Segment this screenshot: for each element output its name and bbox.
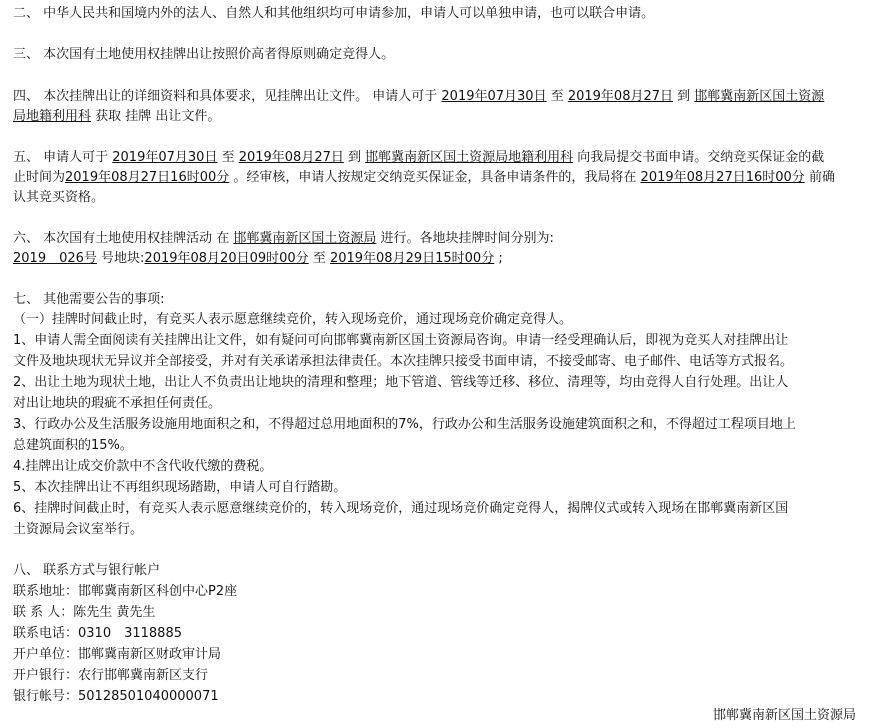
connector-text: 至	[217, 150, 239, 165]
section-7-note-3b: 总建筑面积的15%。	[13, 438, 133, 453]
deposit-deadline: 2019年08月27日16时00分	[65, 170, 230, 185]
section-4-text: 四、 本次挂牌出让的详细资料和具体要求，见挂牌出让文件。 申请人可于	[13, 89, 442, 104]
section-6-text: ;	[494, 251, 503, 266]
date-start: 2019年07月30日	[112, 150, 218, 165]
submit-location: 邯郸冀南新区国土资源局地籍利用科	[365, 150, 574, 165]
pickup-location: 邯郸冀南新区国土资源	[694, 89, 825, 104]
section-5-text: 向我局提交书面申请。交纳竞买保证金的截	[573, 150, 825, 165]
account-bank: 开户银行：农行邯郸冀南新区支行	[13, 668, 209, 683]
section-7-note-1a: 1、申请人需全面阅读有关挂牌出让文件，如有疑问可向邯郸冀南新区国土资源局咨询。申请一经受理确认后，即视为竞买人对挂牌出让	[13, 333, 789, 348]
date-end: 2019年08月27日	[567, 89, 674, 104]
section-3-text: 三、 本次国有土地使用权挂牌出让按照价高者得原则确定竞得人。	[13, 47, 395, 62]
section-5-text: 。经审核，申请人按规定交纳竞买保证金，具备申请条件的，我局将在	[229, 170, 641, 185]
section-6-line-2	[13, 251, 503, 267]
contact-phone: 联系电话：0310 3118885	[13, 626, 182, 641]
section-4-text-end: 获取 挂牌 出让文件。	[91, 109, 221, 124]
section-7-note-3a: 3、行政办公及生活服务设施用地面积之和，不得超过总用地面积的7%，行政办公和生活服务设施建筑面积之和，不得超过工程项目地上	[13, 417, 796, 432]
section-7-note-6a: 6、挂牌时间截止时，有竞买人表示愿意继续竞价的，转入现场竞价，通过现场竞价确定竞得人，揭牌仪式或转入现场在邯郸冀南新区国	[13, 501, 789, 516]
date-end: 2019年08月27日	[238, 150, 344, 165]
activity-location: 邯郸冀南新区国土资源局	[233, 231, 377, 246]
section-5-line-2	[13, 170, 835, 186]
section-6-text: 号地块:	[96, 251, 145, 266]
section-5-line-3: 认其竞买资格。	[13, 190, 105, 205]
section-8-title: 八、 联系方式与银行帐户	[13, 563, 161, 578]
connector-text: 到	[673, 89, 695, 104]
section-4-line-1	[13, 89, 824, 105]
section-7-note-4: 4.挂牌出让成交价款中不含代收代缴的费税。	[13, 459, 273, 474]
listing-end-time: 2019年08月29日15时00分	[329, 251, 495, 266]
contact-person: 联 系 人：陈先生 黄先生	[13, 605, 156, 620]
listing-start-time: 2019年08月20日09时00分	[144, 251, 309, 266]
contact-address: 联系地址：邯郸冀南新区科创中心P2座	[13, 584, 238, 599]
connector-text: 到	[343, 150, 366, 165]
section-4-line-2	[13, 109, 220, 125]
section-6-text: 六、 本次国有土地使用权挂牌活动 在	[13, 231, 234, 246]
connector-text: 至	[546, 89, 568, 104]
issuer-signature: 邯郸冀南新区国土资源局	[712, 708, 856, 723]
section-7-note-2a: 2、出让土地为现状土地，出让人不负责出让地块的清理和整理；地下管道、管线等迁移、移位、清理等，均由竞得人自行处理。出让人	[13, 375, 789, 390]
section-6-line-1	[13, 231, 554, 247]
section-7-title: 七、 其他需要公告的事项:	[13, 292, 165, 307]
section-5-text: 止时间为	[13, 170, 66, 185]
section-5-text: 前确	[804, 170, 835, 185]
section-7-note-6b: 土资源局会议室举行。	[13, 522, 144, 537]
connector-text: 至	[308, 251, 330, 266]
section-7-note-5: 5、本次挂牌出让不再组织现场踏勘，申请人可自行踏勘。	[13, 480, 347, 495]
section-6-text: 进行。各地块挂牌时间分别为:	[376, 231, 554, 246]
lot-number: 2019 026号	[13, 251, 97, 266]
section-2-text: 二、 中华人民共和国境内外的法人、自然人和其他组织均可申请参加，申请人可以单独申请，也可以联合申请。	[13, 6, 655, 21]
section-7-note-2b: 对出让地块的瑕疵不承担任何责任。	[13, 396, 222, 411]
account-unit: 开户单位：邯郸冀南新区财政审计局	[13, 647, 222, 662]
date-start: 2019年07月30日	[441, 89, 547, 104]
pickup-location-cont: 局地籍利用科	[13, 109, 92, 124]
confirm-time: 2019年08月27日16时00分	[640, 170, 805, 185]
section-5-text: 五、 申请人可于	[13, 150, 113, 165]
account-number: 银行帐号：50128501040000071	[13, 689, 219, 704]
section-5-line-1	[13, 150, 824, 166]
section-7-note-1b: 文件及地块现状无异议并全部接受，并对有关承诺承担法律责任。本次挂牌只接受书面申请，不接受邮寄、电子邮件、电话等方式报名。	[13, 354, 794, 369]
section-7-item-1: （一）挂牌时间截止时，有竞买人表示愿意继续竞价，转入现场竞价，通过现场竞价确定竞得人。	[13, 312, 573, 327]
